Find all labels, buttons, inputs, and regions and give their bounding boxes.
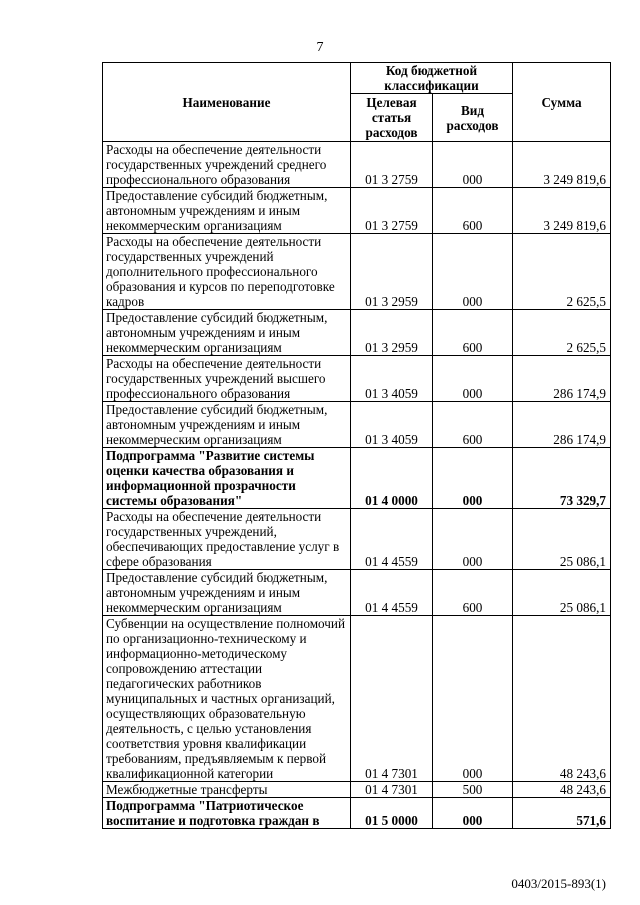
page-number: 7	[316, 40, 324, 55]
row-name: Субвенции на осуществление полномочий по организационно-техническому и информационно-методическому сопровождению аттестации педагогических работников муниципальных и частных организаций, осуществляющих образовательную деятельность, с целью установления соответствия уровня квалификации требованиям, предъявляемым к первой квалификационной категории	[103, 616, 351, 782]
budget-table	[102, 62, 611, 829]
row-name: Расходы на обеспечение деятельности государственных учреждений высшего профессионального образования	[103, 356, 351, 402]
row-target-code: 01 3 2959	[351, 310, 433, 356]
row-sum: 286 174,9	[513, 356, 611, 402]
table-row	[103, 782, 611, 798]
table-row	[103, 188, 611, 234]
header-sum: Сумма	[513, 63, 611, 142]
table-row	[103, 356, 611, 402]
row-name: Расходы на обеспечение деятельности государственных учреждений дополнительного профессионального образования и курсов по переподготовке кадров	[103, 234, 351, 310]
row-target-code: 01 5 0000	[351, 798, 433, 829]
row-name: Предоставление субсидий бюджетным, автономным учреждениям и иным некоммерческим организациям	[103, 310, 351, 356]
row-target-code: 01 3 2959	[351, 234, 433, 310]
row-sum: 48 243,6	[513, 616, 611, 782]
row-name: Расходы на обеспечение деятельности государственных учреждений среднего профессионального образования	[103, 142, 351, 188]
row-expense-type: 500	[433, 782, 513, 798]
row-name: Предоставление субсидий бюджетным, автономным учреждениям и иным некоммерческим организациям	[103, 188, 351, 234]
row-target-code: 01 3 2759	[351, 188, 433, 234]
header-name: Наименование	[103, 63, 351, 142]
row-expense-type: 000	[433, 798, 513, 829]
row-expense-type: 000	[433, 509, 513, 570]
table-row	[103, 234, 611, 310]
row-target-code: 01 3 4059	[351, 402, 433, 448]
row-name: Межбюджетные трансферты	[103, 782, 351, 798]
table-row	[103, 142, 611, 188]
table-row	[103, 509, 611, 570]
row-name: Предоставление субсидий бюджетным, автономным учреждениям и иным некоммерческим организациям	[103, 570, 351, 616]
row-name: Расходы на обеспечение деятельности государственных учреждений, обеспечивающих предоставление услуг в сфере образования	[103, 509, 351, 570]
row-expense-type: 000	[433, 234, 513, 310]
row-expense-type: 000	[433, 616, 513, 782]
row-expense-type: 000	[433, 356, 513, 402]
table-row	[103, 798, 611, 829]
table-row	[103, 402, 611, 448]
table-row	[103, 570, 611, 616]
row-sum: 286 174,9	[513, 402, 611, 448]
row-sum: 73 329,7	[513, 448, 611, 509]
row-expense-type: 600	[433, 188, 513, 234]
row-sum: 571,6	[513, 798, 611, 829]
row-name: Предоставление субсидий бюджетным, автономным учреждениям и иным некоммерческим организациям	[103, 402, 351, 448]
row-expense-type: 000	[433, 142, 513, 188]
header-type: Вид расходов	[433, 94, 513, 142]
row-sum: 2 625,5	[513, 310, 611, 356]
row-sum: 3 249 819,6	[513, 188, 611, 234]
row-expense-type: 600	[433, 310, 513, 356]
row-target-code: 01 4 7301	[351, 616, 433, 782]
header-code-group: Код бюджетной классификации	[351, 63, 513, 94]
table-row	[103, 310, 611, 356]
document-code: 0403/2015-893(1)	[511, 876, 606, 891]
row-target-code: 01 3 4059	[351, 356, 433, 402]
row-name: Подпрограмма "Патриотическое воспитание и подготовка граждан в	[103, 798, 351, 829]
row-sum: 25 086,1	[513, 570, 611, 616]
table-row	[103, 616, 611, 782]
row-expense-type: 600	[433, 570, 513, 616]
row-target-code: 01 4 0000	[351, 448, 433, 509]
row-target-code: 01 4 7301	[351, 782, 433, 798]
row-expense-type: 000	[433, 448, 513, 509]
row-expense-type: 600	[433, 402, 513, 448]
row-target-code: 01 4 4559	[351, 509, 433, 570]
row-sum: 2 625,5	[513, 234, 611, 310]
row-sum: 3 249 819,6	[513, 142, 611, 188]
header-target: Целевая статья расходов	[351, 94, 433, 142]
row-sum: 25 086,1	[513, 509, 611, 570]
row-sum: 48 243,6	[513, 782, 611, 798]
row-target-code: 01 3 2759	[351, 142, 433, 188]
row-target-code: 01 4 4559	[351, 570, 433, 616]
row-name: Подпрограмма "Развитие системы оценки качества образования и информационной прозрачности системы образования"	[103, 448, 351, 509]
table-row	[103, 448, 611, 509]
